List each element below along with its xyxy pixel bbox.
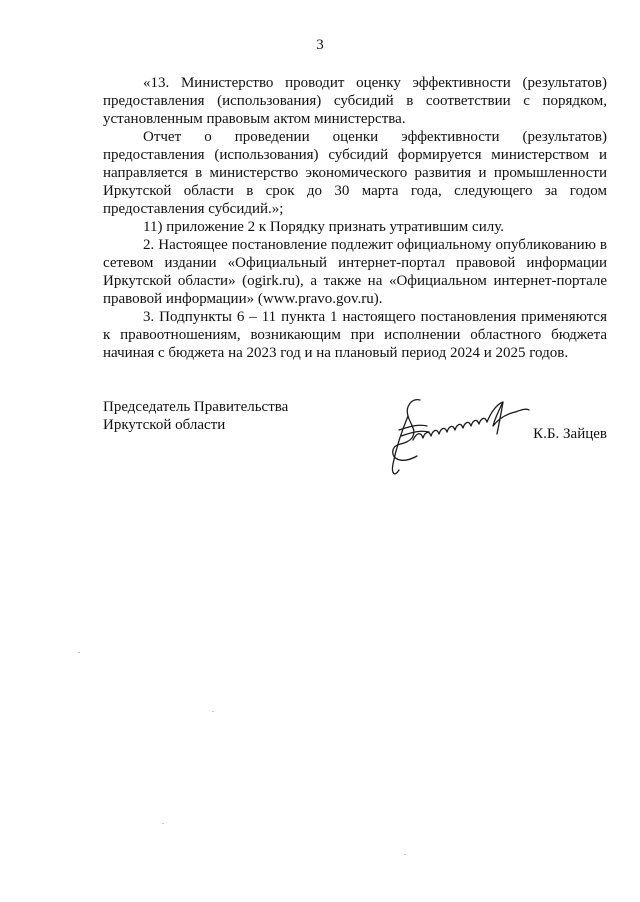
signature-block <box>103 398 607 488</box>
paragraph-report: Отчет о проведении оценки эффективности (результатов) предоставления (использования) субсидий формируется министерством и направляется в министерство экономического развития и промышленности Иркутской области в срок до 30 марта года, следующего за годом предоставления субсидий.»; <box>103 129 607 217</box>
handwritten-signature <box>387 396 532 478</box>
page-number: 3 <box>316 37 324 53</box>
paragraph-publication: 2. Настоящее постановление подлежит официальному опубликованию в сетевом издании «Официальный интернет-портал правовой информации Иркутской области» (ogirk.ru), а также на «Официальном интернет-портале правовой информации» (www.pravo.gov.ru). <box>103 237 607 307</box>
signer-title-line-2: Иркутской области <box>103 417 226 433</box>
scan-artifact <box>212 711 214 712</box>
scan-artifact <box>404 854 406 855</box>
scan-artifact <box>162 823 164 824</box>
signer-title-line-1: Председатель Правительства <box>103 399 289 415</box>
signer-name: К.Б. Зайцев <box>533 426 607 442</box>
document-body <box>103 74 607 362</box>
signer-title <box>103 398 288 434</box>
paragraph-applicability: 3. Подпункты 6 – 11 пункта 1 настоящего постановления применяются к правоотношениям, возникающим при исполнении областного бюджета начиная с бюджета на 2023 год и на плановый период 2024 и 2025 годов. <box>103 309 607 361</box>
paragraph-item-13: «13. Министерство проводит оценку эффективности (результатов) предоставления (использования) субсидий в соответствии с порядком, установленным правовым актом министерства. <box>103 75 607 127</box>
scan-artifact <box>78 652 80 653</box>
paragraph-subitem-11: 11) приложение 2 к Порядку признать утратившим силу. <box>143 219 504 235</box>
